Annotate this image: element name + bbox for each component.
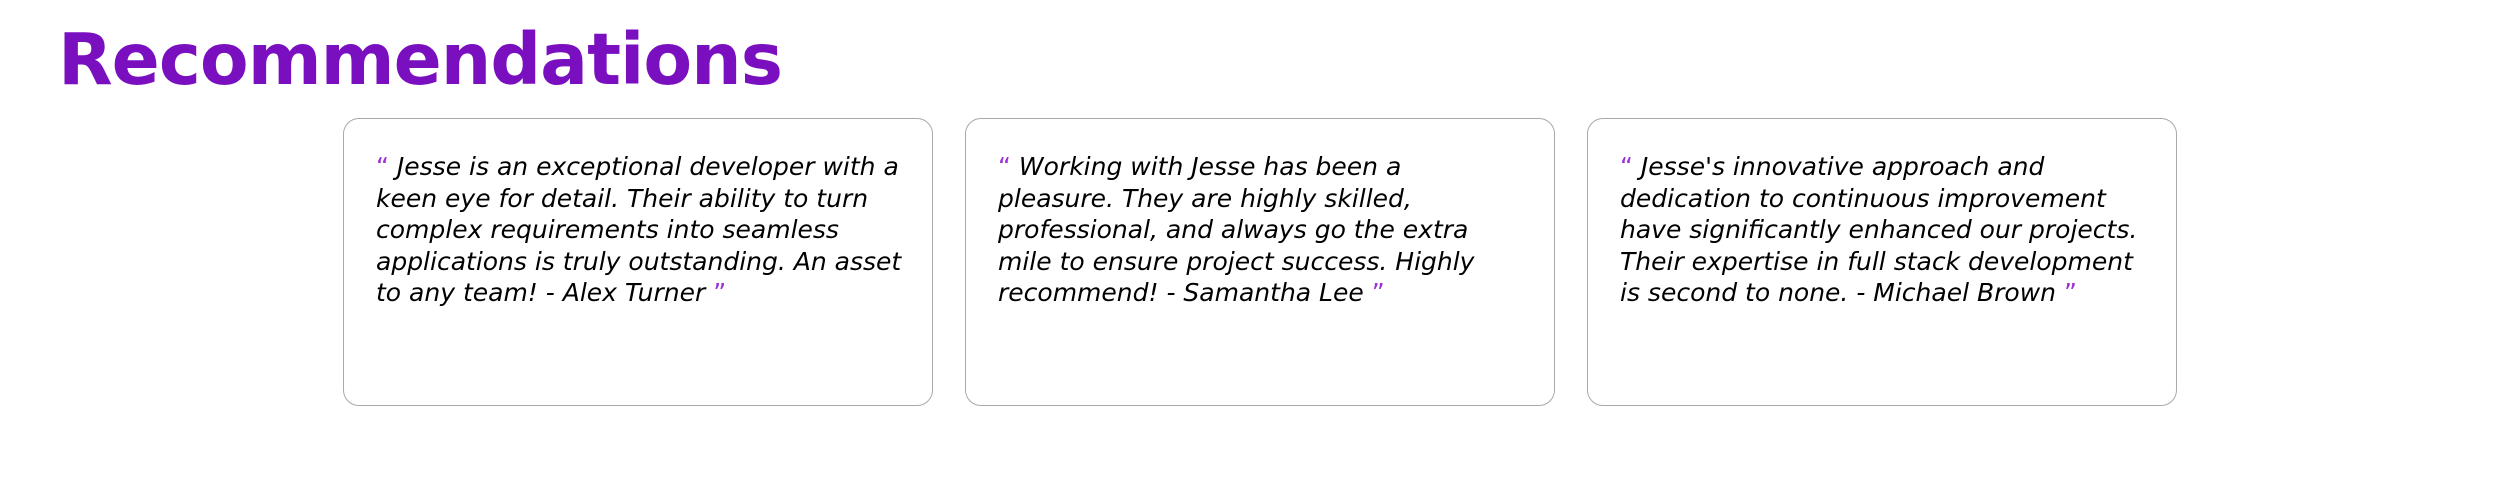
- recommendation-text: Jesse is an exceptional developer with a keen eye for detail. Their ability to turn complex requirements into seamless applications is truly outstanding. An asset to any team! - Alex Turner: [376, 152, 902, 307]
- recommendation-text: Jesse's innovative approach and dedication to continuous improvement have significantly enhanced our projects. Their expertise in full stack development is second to none. - Michael Brown: [1620, 152, 2138, 307]
- close-quote-icon: ”: [1371, 278, 1385, 307]
- close-quote-icon: ”: [713, 278, 727, 307]
- recommendation-quote: [998, 151, 1524, 309]
- recommendation-card: [965, 118, 1555, 406]
- recommendation-text: Working with Jesse has been a pleasure. They are highly skilled, professional, and always go the extra mile to ensure project success. Highly recommend! - Samantha Lee: [998, 152, 1475, 307]
- open-quote-icon: “: [1620, 152, 1633, 181]
- open-quote-icon: “: [998, 152, 1011, 181]
- recommendation-quote: [376, 151, 902, 309]
- recommendation-card: [1587, 118, 2177, 406]
- close-quote-icon: ”: [2063, 278, 2077, 307]
- recommendation-card: [343, 118, 933, 406]
- open-quote-icon: “: [376, 152, 389, 181]
- recommendation-quote: [1620, 151, 2146, 309]
- recommendations-list: [343, 118, 2177, 406]
- page-title: Recommendations: [58, 18, 782, 101]
